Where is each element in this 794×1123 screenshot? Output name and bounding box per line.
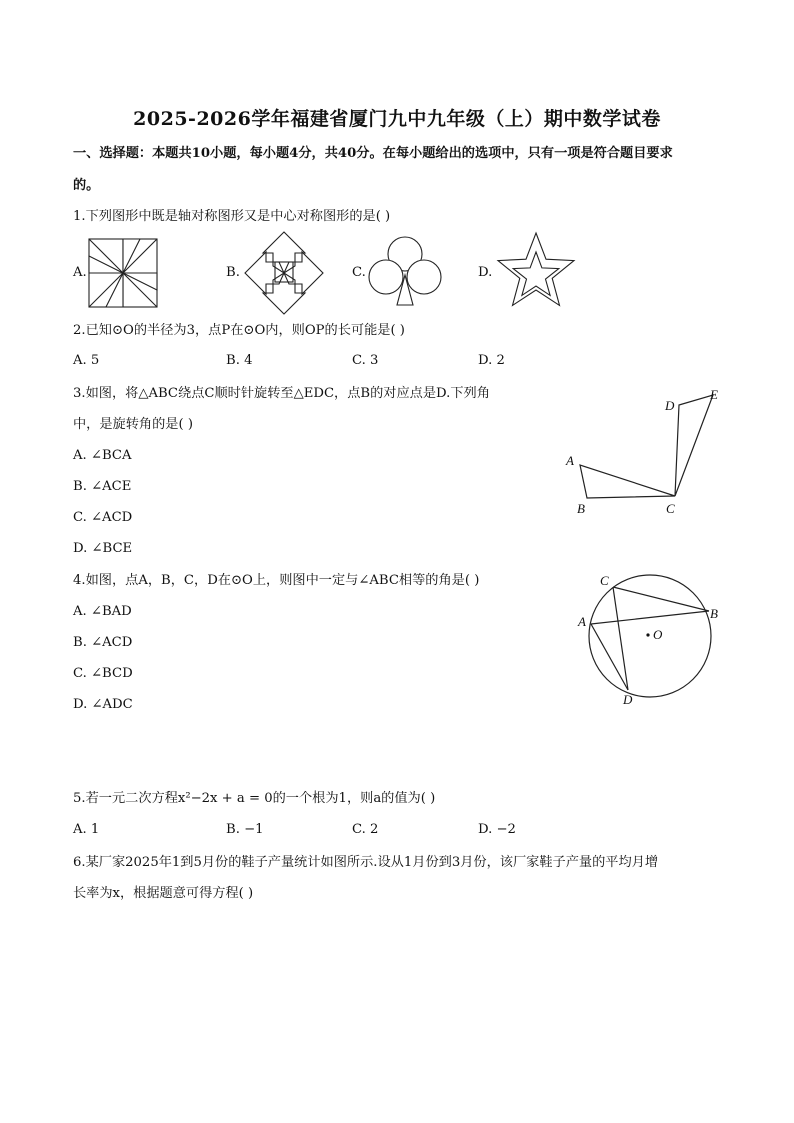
q4-label-o: O [653, 627, 663, 642]
q6-stem-line2: 长率为x，根据题意可得方程( ) [73, 886, 254, 901]
q4-label-c: C [600, 573, 609, 588]
q5-stem: 5.若一元二次方程x²−2x + a = 0的一个根为1，则a的值为( ) [73, 791, 436, 806]
q4-label-d: D [623, 692, 633, 707]
pinwheel-figure [88, 238, 158, 308]
q5-option-a: A. 1 [73, 822, 100, 837]
circle-figure [570, 568, 730, 713]
q1-stem: 1.下列图形中既是轴对称图形又是中心对称图形的是( ) [73, 209, 391, 224]
q2-option-d: D. 2 [478, 353, 505, 368]
q2-option-c: C. 3 [352, 353, 379, 368]
rotation-figure [560, 385, 730, 520]
q2-option-a: A. 5 [73, 353, 100, 368]
q4-option-c: C. ∠BCD [73, 666, 133, 681]
q3-option-b: B. ∠ACE [73, 479, 132, 494]
q5-option-c: C. 2 [352, 822, 379, 837]
q3-label-b: B [577, 501, 585, 516]
q3-stem-line2: 中，是旋转角的是( ) [73, 417, 193, 432]
q1-option-a: A. [73, 265, 87, 280]
q1-option-b: B. [226, 265, 240, 280]
page-title: 2025-2026学年福建省厦门九中九年级（上）期中数学试卷 [133, 108, 661, 130]
q3-label-c: C [666, 501, 675, 516]
star-figure [495, 233, 577, 311]
center-point [646, 633, 649, 636]
q3-label-e: E [710, 387, 718, 402]
q3-stem-line1: 3.如图，将△ABC绕点C顺时针旋转至△EDC，点B的对应点是D.下列角 [73, 386, 490, 401]
q3-label-a: A [566, 453, 574, 468]
q3-label-d: D [665, 398, 675, 413]
q1-option-c: C. [352, 265, 366, 280]
q4-option-b: B. ∠ACD [73, 635, 133, 650]
section-heading: 一、选择题：本题共10小题，每小题4分，共40分。在每小题给出的选项中，只有一项是符合题目要求 [73, 146, 673, 161]
q5-option-d: D. −2 [478, 822, 516, 837]
q2-option-b: B. 4 [226, 353, 253, 368]
q2-stem: 2.已知⊙O的半径为3，点P在⊙O内，则OP的长可能是( ) [73, 323, 405, 338]
q3-option-c: C. ∠ACD [73, 510, 133, 525]
q6-stem-line1: 6.某厂家2025年1到5月份的鞋子产量统计如图所示.设从1月份到3月份，该厂家鞋子产量的平均月增 [73, 855, 659, 870]
four-arrows-figure [244, 231, 324, 315]
q3-option-d: D. ∠BCE [73, 541, 133, 556]
section-heading-cont: 的。 [73, 178, 100, 193]
q5-option-b: B. −1 [226, 822, 264, 837]
q4-label-b: B [710, 606, 718, 621]
q4-option-a: A. ∠BAD [73, 604, 132, 619]
q3-option-a: A. ∠BCA [73, 448, 132, 463]
q4-option-d: D. ∠ADC [73, 697, 133, 712]
q4-stem: 4.如图，点A，B，C，D在⊙O上，则图中一定与∠ABC相等的角是( ) [73, 573, 480, 588]
q1-option-d: D. [478, 265, 493, 280]
club-figure [367, 235, 443, 309]
q4-label-a: A [578, 614, 586, 629]
